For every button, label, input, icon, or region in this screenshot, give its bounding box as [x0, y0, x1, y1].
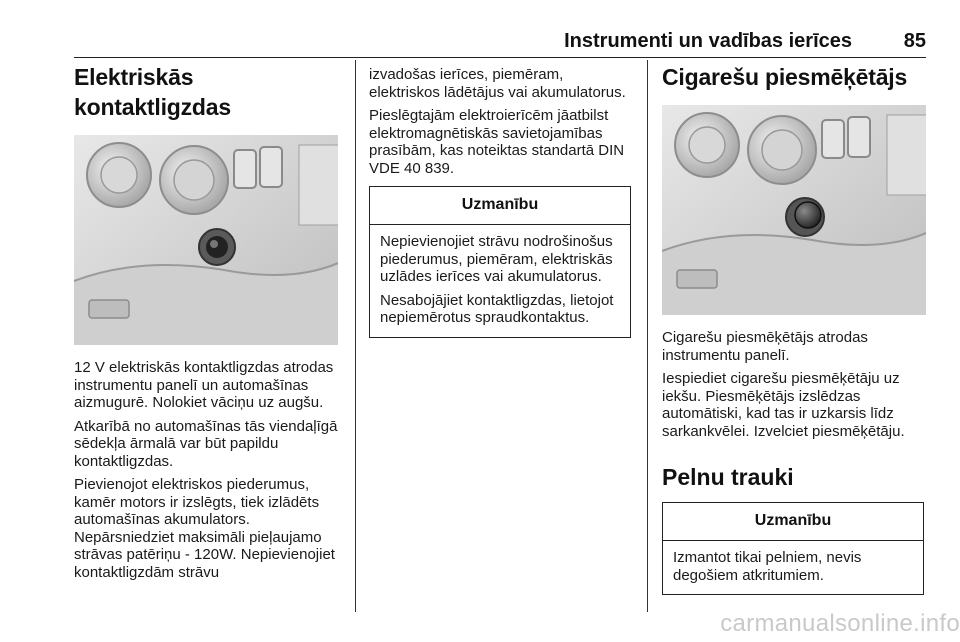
cigarette-lighter-text: [662, 329, 926, 440]
cigarette-lighter-illustration: [662, 105, 926, 315]
header-title: Instrumenti un vadības ierīces: [564, 30, 852, 52]
cigarette-lighter-photo: [662, 105, 926, 315]
power-socket-text: [74, 359, 342, 581]
column-divider-1: [355, 60, 356, 612]
caution-text: Izmantot tikai pelniem, nevis degošiem atkritumiem.: [673, 549, 862, 584]
column-2: [369, 60, 633, 338]
paragraph: Atkarībā no automašīnas tās viendaļīgā sēdekļa ārmalā var būt papildu kontaktligzdas.: [74, 417, 338, 470]
header-rule: [74, 57, 926, 58]
caution-box: [662, 502, 924, 595]
column-1: [74, 60, 342, 581]
caution-title: Uzmanību: [663, 503, 923, 541]
caution-text: Nepievienojiet strāvu nodrošinošus piederumus, piemēram, elektriskās uzlādes ierīces vai akumulatorus.: [380, 233, 613, 285]
caution-text: Nesabojājiet kontaktligzdas, lietojot nepiemērotus spraudkontaktus.: [380, 291, 614, 326]
paragraph: izvadošas ierīces, piemēram, elektriskos lādētājus vai akumulatorus.: [369, 66, 626, 101]
power-socket-photo: [74, 135, 338, 345]
caution-body: [370, 225, 630, 337]
watermark: carmanualsonline.info: [720, 610, 960, 637]
paragraph: Iespiediet cigarešu piesmēķētāju uz iekšu. Piesmēķētājs izslēdzas automātiski, kad tas ir uzkarsis līdz sarkankvēlei. Izvelciet piesmēķētāju.: [662, 370, 905, 440]
caution-box: [369, 186, 631, 338]
section-heading-cigarette-lighter: Cigarešu piesmēķētājs: [662, 64, 908, 90]
section-heading-power-sockets: Elektriskās kontaktligzdas: [74, 64, 231, 120]
caution-title: Uzmanību: [370, 187, 630, 225]
paragraph: Cigarešu piesmēķētājs atrodas instrumentu panelī.: [662, 329, 868, 364]
paragraph: Pieslēgtajām elektroierīcēm jāatbilst elektromagnētiskās savietojamības prasībām, kas noteiktas standartā DIN VDE 40 839.: [369, 107, 625, 177]
column-3: [662, 60, 926, 595]
power-socket-illustration: [74, 135, 338, 345]
page-number: 85: [903, 30, 926, 52]
caution-body: [663, 541, 923, 594]
paragraph: Pievienojot elektriskos piederumus, kamēr motors ir izslēgts, tiek izlādēts automašīnas akumulators. Nepārsniedziet maksimāli pieļaujamo strāvas patēriņu - 120W. Nepievienojiet kontaktligzdām strāvu: [74, 476, 335, 581]
column-divider-2: [647, 60, 648, 612]
section-heading-ashtrays: Pelnu trauki: [662, 464, 794, 490]
paragraph: 12 V elektriskās kontaktligzdas atrodas instrumentu panelī un automašīnas aizmugurē. Nolokiet vāciņu uz augšu.: [74, 359, 334, 411]
page-header: [74, 30, 926, 60]
